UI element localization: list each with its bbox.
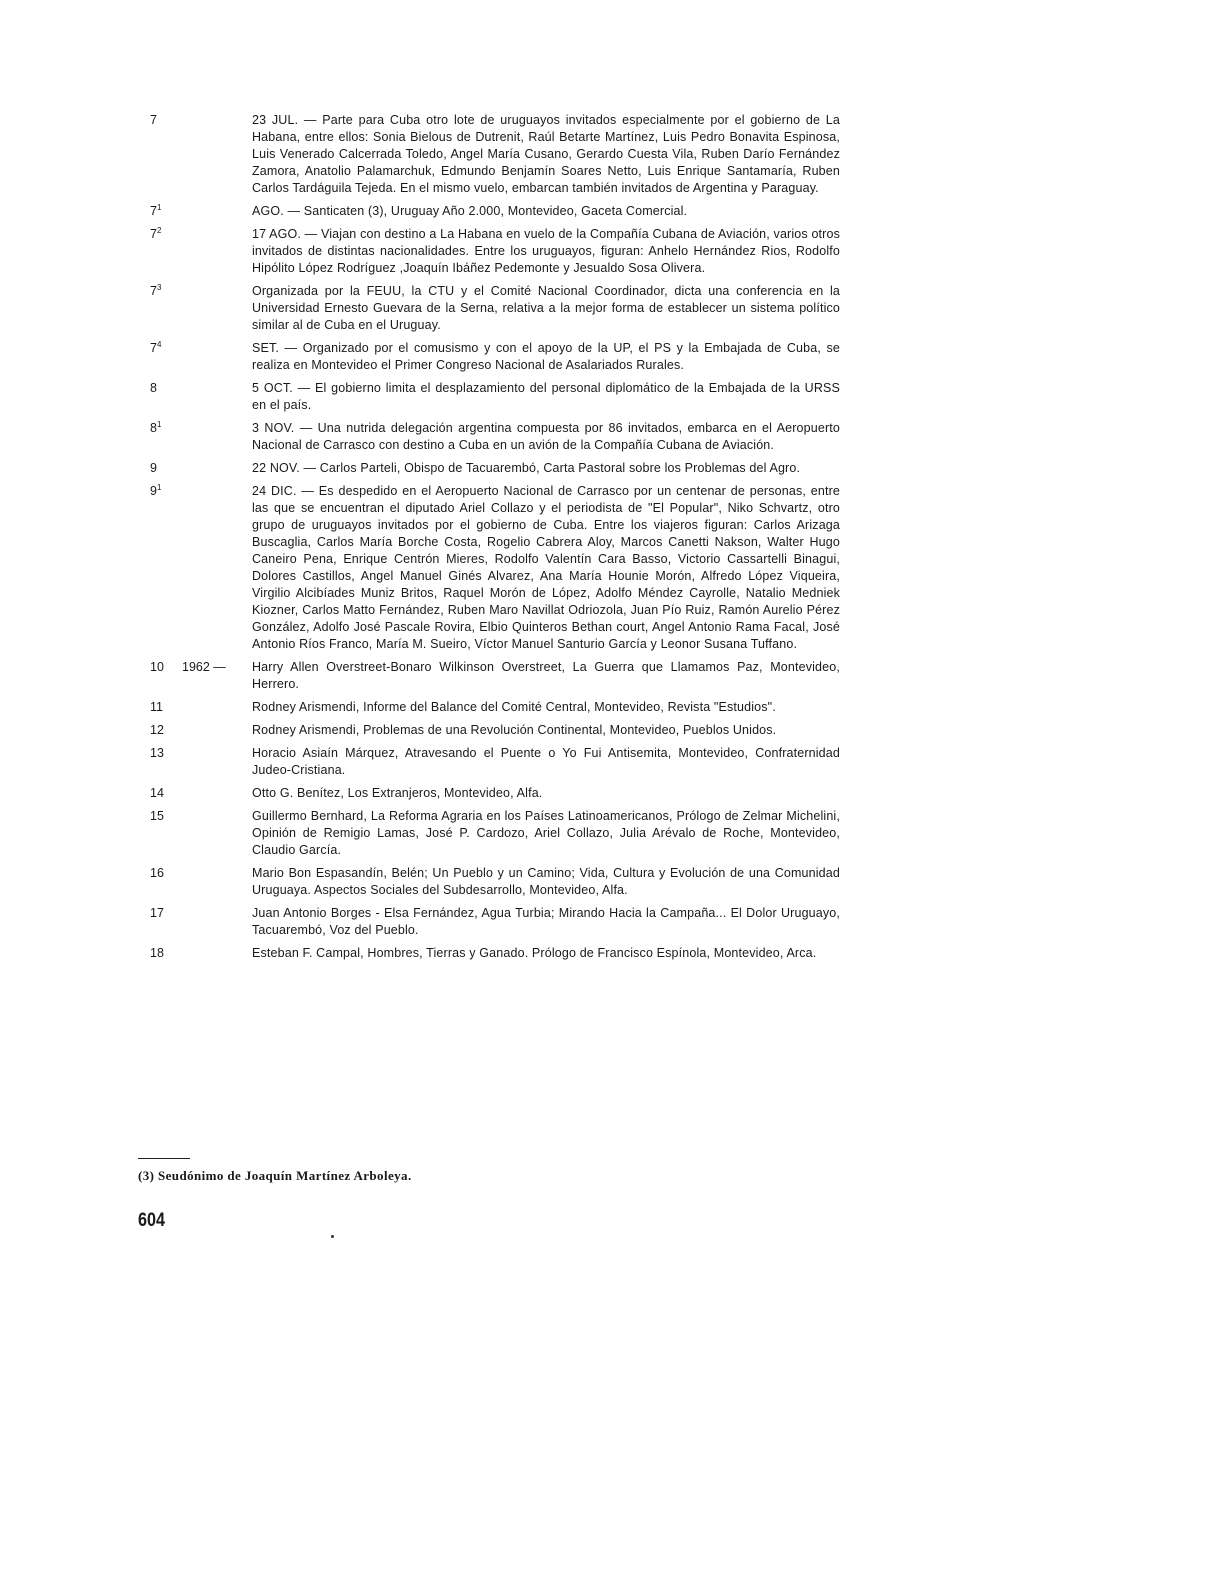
entry-number bbox=[138, 226, 182, 243]
entry-text: 22 NOV. — Carlos Parteli, Obispo de Tacuarembó, Carta Pastoral sobre los Problemas del Agro. bbox=[252, 461, 801, 475]
list-item bbox=[138, 340, 840, 374]
list-item bbox=[138, 945, 840, 962]
entry-text: Juan Antonio Borges - Elsa Fernández, Agua Turbia; Mirando Hacia la Campaña... El Dolor Uruguayo, Tacuarembó, Voz del Pueblo. bbox=[252, 906, 840, 937]
entry-number bbox=[138, 483, 182, 500]
entry-number-value: 7 bbox=[150, 113, 157, 127]
list-item bbox=[138, 699, 840, 716]
list-item bbox=[138, 283, 840, 334]
entry-number bbox=[138, 905, 182, 922]
list-item bbox=[138, 905, 840, 939]
entry-text: Otto G. Benítez, Los Extranjeros, Montevideo, Alfa. bbox=[252, 786, 543, 800]
entry-text: Mario Bon Espasandín, Belén; Un Pueblo y un Camino; Vida, Cultura y Evolución de una Comunidad Uruguaya. Aspectos Sociales del Subdesarrollo, Montevideo, Alfa. bbox=[252, 866, 840, 897]
chronology-list bbox=[138, 112, 840, 968]
entry-number-value: 11 bbox=[150, 700, 163, 714]
entry-text: Horacio Asiaín Márquez, Atravesando el Puente o Yo Fui Antisemita, Montevideo, Confraternidad Judeo-Cristiana. bbox=[252, 746, 840, 777]
footnote-rule bbox=[138, 1158, 190, 1159]
entry-text: 3 NOV. — Una nutrida delegación argentina compuesta por 86 invitados, embarca en el Aeropuerto Nacional de Carrasco con destino a Cuba en un avión de la Compañía Cubana de Aviación. bbox=[252, 421, 840, 452]
entry-number-superscript: 2 bbox=[156, 226, 162, 235]
entry-text: 17 AGO. — Viajan con destino a La Habana en vuelo de la Compañía Cubana de Aviación, varios otros invitados de distintas nacionalidades. Entre los uruguayos, figuran: Anhelo Hernández Rios, Rodolfo Hipólito López Rodríguez ,Joaquín Ibáñez Pedemonte y Jesualdo Sosa Olivera. bbox=[252, 227, 840, 275]
entry-number bbox=[138, 380, 182, 397]
entry-number-value: 10 bbox=[150, 660, 164, 674]
entry-number bbox=[138, 659, 182, 676]
entry-number-superscript: 3 bbox=[156, 283, 162, 292]
entry-number bbox=[138, 699, 182, 716]
entry-number-value: 14 bbox=[150, 786, 164, 800]
entry-text: Esteban F. Campal, Hombres, Tierras y Ganado. Prólogo de Francisco Espínola, Montevideo, Arca. bbox=[252, 946, 817, 960]
entry-number-value: 9 bbox=[150, 484, 157, 498]
entry-number bbox=[138, 460, 182, 477]
entry-year: 1962 — bbox=[182, 660, 226, 674]
entry-number-superscript: 1 bbox=[156, 203, 162, 212]
list-item bbox=[138, 420, 840, 454]
scan-speck bbox=[331, 1235, 334, 1238]
entry-number bbox=[138, 865, 182, 882]
entry-number-value: 8 bbox=[150, 381, 157, 395]
entry-number-value: 16 bbox=[150, 866, 164, 880]
list-item bbox=[138, 659, 840, 693]
entry-text: 24 DIC. — Es despedido en el Aeropuerto Nacional de Carrasco por un centenar de personas, entre las que se encuentran el diputado Ariel Collazo y el periodista de "El Popular", Niko Schvartz, otro grupo de uruguayos invitados por el gobierno de Cuba. Entre los viajeros figuran: Carlos Arizaga Buscaglia, Carlos María Borche Costa, Rogelio Cabrera Aloy, Marcos Canetti Nakson, Walter Hugo Caneiro Pena, Enrique Centrón Mieres, Rodolfo Valentín Cara Basso, Victorio Cassartelli Binagui, Dolores Castillos, Angel Manuel Ginés Alvarez, Ana María Hounie Morón, Alfredo López Viqueira, Virgilio Alcibíades Muniz Britos, Raquel Morón de López, Adolfo Méndez Cayrolle, Natalio Medniek Kiozner, Carlos Matto Fernández, Ruben Maro Navillat Odriozola, Juan Pío Ruiz, Ramón Aurelio Pérez González, Adolfo José Pascale Rovira, Elbio Quinteros Bethan court, Angel Antonio Rama Facal, José Antonio Ríos Franco, María M. Sueiro, Víctor Manuel Santurio García y Leonor Susana Tuffano. bbox=[252, 484, 840, 651]
list-item bbox=[138, 785, 840, 802]
list-item bbox=[138, 808, 840, 859]
entry-number bbox=[138, 203, 182, 220]
entry-number bbox=[138, 808, 182, 825]
entry-text: Guillermo Bernhard, La Reforma Agraria en los Países Latinoamericanos, Prólogo de Zelmar Michelini, Opinión de Remigio Lamas, José P. Cardozo, Ariel Collazo, Julia Arévalo de Roche, Montevideo, Claudio García. bbox=[252, 809, 840, 857]
entry-number bbox=[138, 745, 182, 762]
list-item bbox=[138, 203, 840, 220]
entry-number-superscript: 1 bbox=[156, 420, 162, 429]
entry-text: Harry Allen Overstreet-Bonaro Wilkinson Overstreet, La Guerra que Llamamos Paz, Montevideo, Herrero. bbox=[252, 660, 840, 691]
list-item bbox=[138, 380, 840, 414]
entry-number bbox=[138, 420, 182, 437]
entry-number bbox=[138, 722, 182, 739]
entry-number-superscript: 4 bbox=[156, 340, 162, 349]
page-number: 604 bbox=[138, 1210, 165, 1231]
footnote: (3) Seudónimo de Joaquín Martínez Arboleya. bbox=[138, 1168, 412, 1183]
list-item bbox=[138, 226, 840, 277]
entry-number bbox=[138, 112, 182, 129]
entry-number-value: 9 bbox=[150, 461, 157, 475]
list-item bbox=[138, 483, 840, 653]
entry-number bbox=[138, 340, 182, 357]
list-item bbox=[138, 745, 840, 779]
list-item bbox=[138, 722, 840, 739]
entry-number bbox=[138, 785, 182, 802]
list-item bbox=[138, 460, 840, 477]
entry-text: AGO. — Santicaten (3), Uruguay Año 2.000, Montevideo, Gaceta Comercial. bbox=[252, 204, 688, 218]
list-item bbox=[138, 112, 840, 197]
entry-number-value: 15 bbox=[150, 809, 164, 823]
entry-number-value: 7 bbox=[150, 204, 157, 218]
entry-number bbox=[138, 283, 182, 300]
entry-text: Organizada por la FEUU, la CTU y el Comité Nacional Coordinador, dicta una conferencia en la Universidad Ernesto Guevara de la Serna, relativa a la mejor forma de establecer un sistema político similar al de Cuba en el Uruguay. bbox=[252, 284, 840, 332]
entry-text: 23 JUL. — Parte para Cuba otro lote de uruguayos invitados especialmente por el gobierno de La Habana, entre ellos: Sonia Bielous de Dutrenit, Raúl Betarte Martínez, Luis Pedro Bonavita Espinosa, Luis Venerado Calcerrada Toledo, Angel María Cusano, Gerardo Cuesta Vila, Ruben Darío Fernández Zamora, Anatolio Palamarchuk, Edmundo Benjamín Soares Netto, Luis Enrique Santamaría, Ruben Carlos Tardáguila Tejeda. En el mismo vuelo, embarcan también invitados de Argentina y Paraguay. bbox=[252, 113, 840, 195]
entry-number-value: 13 bbox=[150, 746, 164, 760]
entry-number-value: 18 bbox=[150, 946, 164, 960]
entry-number-superscript: 1 bbox=[156, 483, 162, 492]
entry-number-value: 12 bbox=[150, 723, 164, 737]
entry-text: SET. — Organizado por el comusismo y con el apoyo de la UP, el PS y la Embajada de Cuba, se realiza en Montevideo el Primer Congreso Nacional de Asalariados Rurales. bbox=[252, 341, 840, 372]
entry-number-value: 7 bbox=[150, 284, 157, 298]
entry-number-value: 8 bbox=[150, 421, 157, 435]
entry-number bbox=[138, 945, 182, 962]
entry-text: 5 OCT. — El gobierno limita el desplazamiento del personal diplomático de la Embajada de la URSS en el país. bbox=[252, 381, 840, 412]
entry-number-value: 7 bbox=[150, 227, 157, 241]
list-item bbox=[138, 865, 840, 899]
entry-number-value: 7 bbox=[150, 341, 157, 355]
entry-number-value: 17 bbox=[150, 906, 164, 920]
entry-text: Rodney Arismendi, Informe del Balance del Comité Central, Montevideo, Revista "Estudios". bbox=[252, 700, 776, 714]
entry-text: Rodney Arismendi, Problemas de una Revolución Continental, Montevideo, Pueblos Unidos. bbox=[252, 723, 777, 737]
